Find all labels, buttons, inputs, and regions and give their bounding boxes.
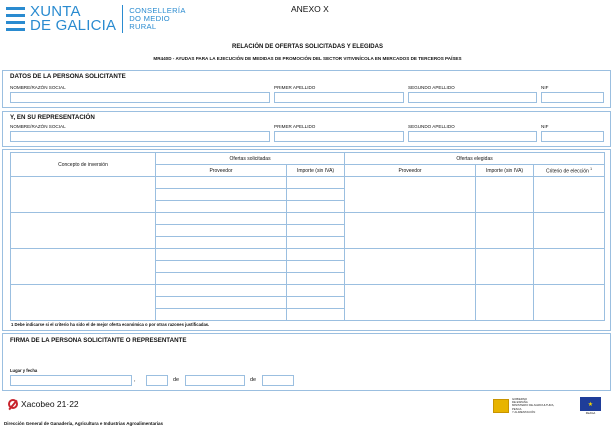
criterio-cell[interactable]	[534, 249, 605, 285]
conselleria-line-1: CONSELLERÍA	[129, 6, 186, 15]
col-proveedor-elegida: Proveedor	[345, 165, 476, 177]
direccion-general-text: Dirección General de Ganadería, Agricultura e Industrias Agroalimentarias	[4, 421, 163, 426]
xacobeo-icon	[8, 399, 18, 409]
col-importe-solicitada: Importe (sin IVA)	[287, 165, 345, 177]
representacion-primer-apellido-field[interactable]	[274, 131, 404, 142]
xacobeo-text: Xacobeo 21·22	[21, 399, 79, 409]
xunta-line-2: DE GALICIA	[30, 17, 117, 34]
importe-cell[interactable]	[287, 213, 345, 225]
solicitante-nif-label: NIF	[541, 85, 549, 90]
importe-cell[interactable]	[287, 249, 345, 261]
gobierno-text	[512, 398, 561, 414]
solicitante-title: DATOS DE LA PERSONA SOLICITANTE	[10, 73, 126, 80]
col-importe-elegida: Importe (sin IVA)	[476, 165, 534, 177]
document-title: RELACIÓN DE OFERTAS SOLICITADAS Y ELEGIDAS	[232, 44, 383, 50]
importe-elegido-cell[interactable]	[476, 177, 534, 213]
page-header	[0, 0, 615, 40]
dia-field[interactable]	[146, 375, 168, 386]
col-proveedor-solicitada: Proveedor	[156, 165, 287, 177]
mes-field[interactable]	[185, 375, 245, 386]
document-subtitle: MR440D - AYUDAS PARA LA EJECUCIÓN DE MEDIDAS DE PROMOCIÓN DEL SECTOR VITIVINÍCOLA EN MERCADOS DE TERCEROS PAÍSES	[153, 56, 462, 61]
representacion-nombre-field[interactable]	[10, 131, 270, 142]
gov-line-2: DE ESPAÑA	[512, 400, 528, 405]
solicitante-nombre-label: NOMBRE/RAZÓN SOCIAL	[10, 85, 66, 90]
criterio-text: Criterio de elección	[545, 168, 589, 175]
proveedor-cell[interactable]	[156, 273, 287, 285]
solicitante-primer-apellido-field[interactable]	[274, 92, 404, 103]
anexo-label: ANEXO X	[291, 4, 329, 14]
representacion-nombre-label: NOMBRE/RAZÓN SOCIAL	[10, 124, 66, 129]
conselleria-wordmark	[129, 7, 185, 31]
col-concepto: Concepto de inversión	[11, 153, 156, 177]
importe-cell[interactable]	[287, 177, 345, 189]
importe-cell[interactable]	[287, 189, 345, 201]
criterio-cell[interactable]	[534, 285, 605, 321]
offers-table	[10, 152, 605, 321]
lugar-field[interactable]	[10, 375, 132, 386]
proveedor-cell[interactable]	[156, 237, 287, 249]
representacion-nif-label: NIF	[541, 124, 549, 129]
importe-elegido-cell[interactable]	[476, 249, 534, 285]
proveedor-cell[interactable]	[156, 189, 287, 201]
proveedor-cell[interactable]	[156, 285, 287, 297]
representacion-title: Y, EN SU REPRESENTACIÓN	[10, 114, 95, 121]
firma-title: FIRMA DE LA PERSONA SOLICITANTE O REPRESENTANTE	[10, 337, 187, 344]
solicitante-primer-label: PRIMER APELLIDO	[274, 85, 316, 90]
importe-cell[interactable]	[287, 261, 345, 273]
xunta-wordmark	[30, 5, 116, 33]
representacion-segundo-label: SEGUNDO APELLIDO	[408, 124, 455, 129]
proveedor-cell[interactable]	[156, 213, 287, 225]
representacion-segundo-apellido-field[interactable]	[408, 131, 537, 142]
gov-line-4: Y ALIMENTACIÓN	[512, 409, 536, 414]
importe-cell[interactable]	[287, 201, 345, 213]
solicitante-segundo-label: SEGUNDO APELLIDO	[408, 85, 455, 90]
importe-elegido-cell[interactable]	[476, 285, 534, 321]
importe-elegido-cell[interactable]	[476, 213, 534, 249]
footnote: 1 Debe indicarse si el criterio ha sido el de mejor oferta económica o por otras razones justificadas.	[11, 322, 210, 327]
lugar-fecha-label: Lugar y fecha	[10, 368, 38, 373]
xunta-logo	[6, 3, 186, 35]
importe-cell[interactable]	[287, 225, 345, 237]
proveedor-cell[interactable]	[156, 309, 287, 321]
date-de-2: de	[250, 377, 257, 383]
xacobeo-logo	[8, 399, 79, 409]
gobierno-espana-logo	[493, 397, 561, 415]
importe-cell[interactable]	[287, 285, 345, 297]
col-ofertas-solicitadas: Ofertas solicitadas	[156, 153, 345, 165]
xunta-flag-icon	[6, 7, 25, 32]
solicitante-segundo-apellido-field[interactable]	[408, 92, 537, 103]
proveedor-cell[interactable]	[156, 177, 287, 189]
anio-field[interactable]	[262, 375, 294, 386]
representacion-nif-field[interactable]	[541, 131, 604, 142]
date-comma: ,	[134, 377, 136, 383]
gov-line-3: MINISTERIO DE AGRICULTURA, PESCA	[512, 403, 555, 411]
solicitante-nif-field[interactable]	[541, 92, 604, 103]
proveedor-elegido-cell[interactable]	[345, 213, 476, 249]
importe-cell[interactable]	[287, 309, 345, 321]
criterio-cell[interactable]	[534, 177, 605, 213]
proveedor-cell[interactable]	[156, 297, 287, 309]
gov-line-1: GOBIERNO	[512, 396, 528, 401]
proveedor-elegido-cell[interactable]	[345, 177, 476, 213]
criterio-note-marker: 1	[590, 166, 593, 171]
importe-cell[interactable]	[287, 273, 345, 285]
concepto-cell[interactable]	[11, 177, 156, 213]
importe-cell[interactable]	[287, 237, 345, 249]
col-ofertas-elegidas: Ofertas elegidas	[345, 153, 605, 165]
proveedor-cell[interactable]	[156, 261, 287, 273]
concepto-cell[interactable]	[11, 249, 156, 285]
importe-cell[interactable]	[287, 297, 345, 309]
eu-flag-icon: ★	[580, 397, 601, 411]
criterio-cell[interactable]	[534, 213, 605, 249]
col-criterio	[534, 165, 605, 177]
proveedor-elegido-cell[interactable]	[345, 249, 476, 285]
spain-coat-of-arms-icon	[493, 399, 509, 413]
eu-caption: FEAGA	[585, 411, 596, 415]
proveedor-cell[interactable]	[156, 249, 287, 261]
proveedor-elegido-cell[interactable]	[345, 285, 476, 321]
concepto-cell[interactable]	[11, 285, 156, 321]
conselleria-line-2: DO MEDIO	[129, 14, 170, 23]
solicitante-nombre-field[interactable]	[10, 92, 270, 103]
date-de-1: de	[173, 377, 180, 383]
representacion-primer-label: PRIMER APELLIDO	[274, 124, 316, 129]
concepto-cell[interactable]	[11, 213, 156, 249]
proveedor-cell[interactable]	[156, 201, 287, 213]
proveedor-cell[interactable]	[156, 225, 287, 237]
conselleria-line-3: RURAL	[129, 22, 157, 31]
xunta-line-1: XUNTA	[30, 3, 81, 20]
logo-divider	[122, 5, 123, 33]
